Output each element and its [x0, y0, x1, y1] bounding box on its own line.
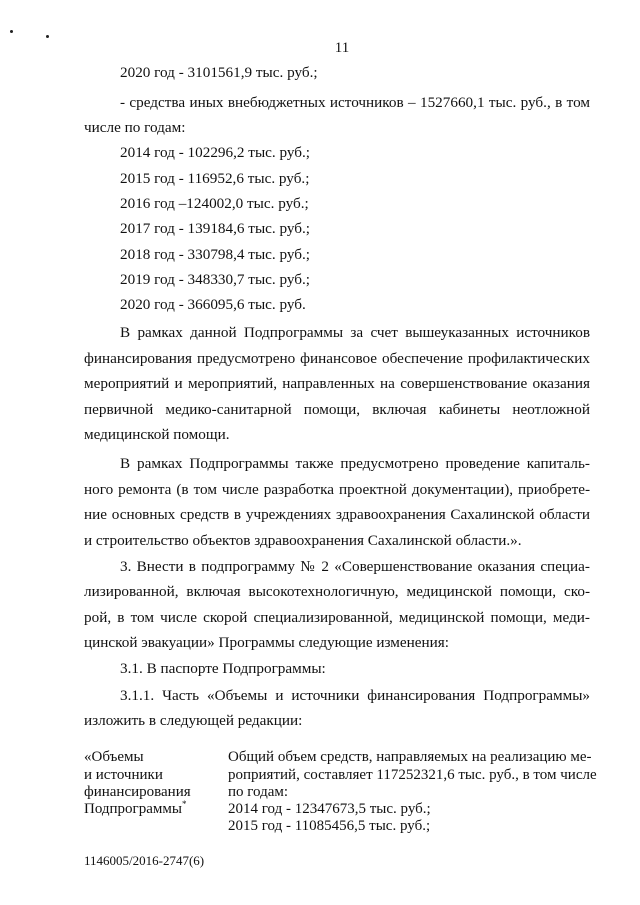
text-line: 2020 год - 3101561,9 тыс. руб.;	[120, 64, 318, 81]
paragraph-line: В рамках Подпрограммы также предусмотрено проведение капиталь-	[120, 455, 590, 472]
text-line: числе по годам:	[84, 119, 186, 136]
table-value: 2015 год - 11085456,5 тыс. руб.;	[228, 818, 431, 834]
text-line: 2015 год - 116952,6 тыс. руб.;	[120, 170, 310, 187]
paragraph-line: финансирования предусмотрено финансовое обеспечение профилактических	[84, 350, 590, 367]
paragraph-line: и строительство объектов здравоохранения Сахалинской области.».	[84, 532, 522, 549]
text-line: - средства иных внебюджетных источников – 1527660,1 тыс. руб., в том	[120, 94, 590, 111]
scan-speck	[10, 30, 13, 33]
paragraph-line: цинской эвакуации» Программы следующие изменения:	[84, 634, 449, 651]
table-label	[84, 801, 186, 818]
table-label: «Объемы	[84, 749, 144, 765]
text-line: 2016 год –124002,0 тыс. руб.;	[120, 195, 309, 212]
table-value: 2014 год - 12347673,5 тыс. руб.;	[228, 801, 431, 817]
paragraph-line: 3. Внести в подпрограмму № 2 «Совершенствование оказания специа-	[120, 558, 590, 575]
text-line: 2014 год - 102296,2 тыс. руб.;	[120, 144, 311, 161]
text-line: 2020 год - 366095,6 тыс. руб.	[120, 296, 306, 313]
table-value: по годам:	[228, 784, 289, 800]
paragraph-line: В рамках данной Подпрограммы за счет вышеуказанных источников	[120, 324, 590, 341]
table-value: роприятий, составляет 117252321,6 тыс. руб., в том числе	[228, 767, 597, 783]
paragraph-line: мероприятий и мероприятий, направленных на совершенствование оказания	[84, 375, 590, 392]
paragraph-line: медицинской помощи.	[84, 426, 230, 443]
paragraph-line: ние основных средств в учреждениях здравоохранения Сахалинской области	[84, 506, 590, 523]
text-line: 2018 год - 330798,4 тыс. руб.;	[120, 246, 311, 263]
text-line: 2019 год - 348330,7 тыс. руб.;	[120, 271, 311, 288]
text-line: 2017 год - 139184,6 тыс. руб.;	[120, 220, 311, 237]
paragraph-line: изложить в следующей редакции:	[84, 712, 303, 729]
paragraph-line: рой, в том числе скорой специализированной, медицинской помощи, меди-	[84, 609, 590, 626]
paragraph-line: первичной медико-санитарной помощи, включая кабинеты неотложной	[84, 401, 590, 418]
paragraph-line: ного ремонта (в том числе разработка проектной документации), приобрете-	[84, 481, 590, 498]
paragraph-line: 3.1. В паспорте Подпрограммы:	[120, 660, 326, 677]
paragraph-line: 3.1.1. Часть «Объемы и источники финансирования Подпрограммы»	[120, 687, 590, 704]
document-code: 1146005/2016-2747(6)	[84, 853, 205, 868]
scan-speck	[46, 35, 49, 38]
table-label-text: Подпрограммы	[84, 801, 182, 817]
table-label: финансирования	[84, 784, 191, 800]
page-number: 11	[334, 40, 350, 56]
table-label: и источники	[84, 767, 163, 783]
footnote-mark: *	[181, 799, 187, 809]
paragraph-line: лизированной, включая высокотехнологичную, медицинской помощи, ско-	[84, 583, 590, 600]
table-value: Общий объем средств, направляемых на реализацию ме-	[228, 749, 592, 765]
